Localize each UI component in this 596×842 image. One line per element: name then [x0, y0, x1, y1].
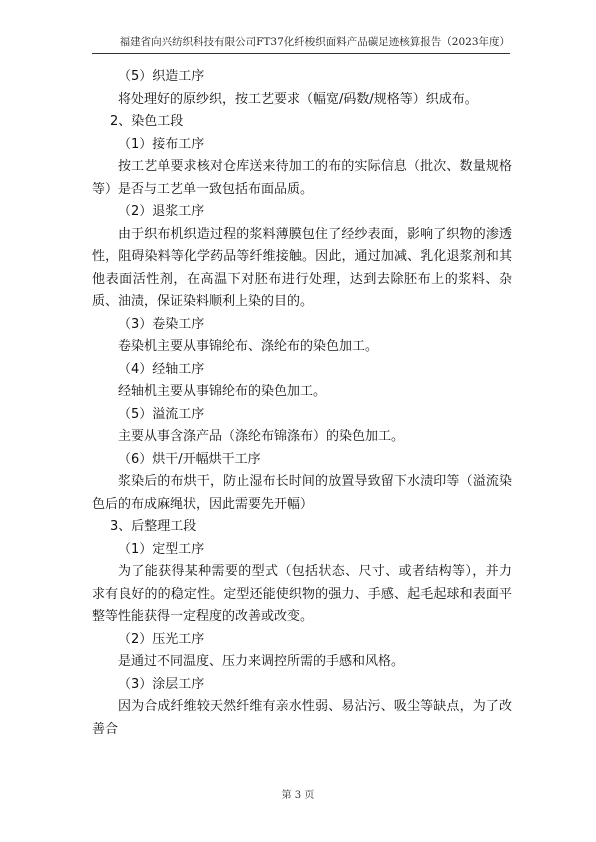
paragraph: 由于织布机织造过程的浆料薄膜包住了经纱表面，影响了织物的渗透性，阻碍染料等化学药品等纤维接触。因此，通过加减、乳化退浆剂和其他表面活性剂，在高温下对胚布进行处理，达到去除胚布上的浆料、杂质、油渍，保证染料顺利上染的目的。: [92, 226, 512, 309]
subsection-heading: （4）经轴工序: [118, 361, 205, 377]
subsection-heading: （5）织造工序: [118, 69, 205, 84]
document-body: [92, 66, 512, 741]
page-number: 第 3 页: [281, 790, 315, 801]
subsection-heading: （6）烘干/开幅烘干工序: [118, 451, 261, 467]
subsection-heading: （3）涂层工序: [118, 676, 205, 692]
paragraph: 为了能获得某种需要的型式（包括状态、尺寸、或者结构等），并力求有良好的的稳定性。定型还能使织物的强力、手感、起毛起球和表面平整等性能获得一定程度的改善或改变。: [92, 564, 512, 624]
subsection-heading: （1）定型工序: [118, 541, 205, 557]
subsection-heading: （2）压光工序: [118, 631, 205, 647]
page-header: 福建省向兴纺织科技有限公司FT37化纤梭织面料产品碳足迹核算报告（2023年度）: [92, 34, 510, 54]
subsection-heading: （2）退浆工序: [118, 204, 205, 219]
subsection-heading: （5）溢流工序: [118, 406, 205, 422]
subsection-heading: （1）接布工序: [118, 136, 205, 152]
paragraph: 经轴机主要从事锦纶布的染色加工。: [118, 384, 327, 399]
paragraph: 卷染机主要从事锦纶布、涤纶布的染色加工。: [118, 339, 379, 354]
paragraph: 按工艺单要求核对仓库送来待加工的布的实际信息（批次、数量规格等）是否与工艺单一致包括布面品质。: [92, 159, 512, 197]
section-heading: 3、后整理工段: [110, 519, 197, 534]
subsection-heading: （3）卷染工序: [118, 316, 205, 332]
paragraph: 因为合成纤维较天然纤维有亲水性弱、易沾污、吸尘等缺点，为了改善合: [92, 699, 512, 737]
paragraph: 主要从事含涤产品（涤纶布锦涤布）的染色加工。: [118, 429, 405, 444]
paragraph: 将处理好的原纱织，按工艺要求（幅宽/码数/规格等）织成布。: [118, 91, 478, 107]
paragraph: 浆染后的布烘干，防止湿布长时间的放置导致留下水渍印等（溢流染色后的布成麻绳状，因此需要先开幅）: [92, 474, 512, 512]
paragraph: 是通过不同温度、压力来调控所需的手感和风格。: [118, 654, 405, 669]
section-heading: 2、染色工段: [110, 114, 184, 129]
